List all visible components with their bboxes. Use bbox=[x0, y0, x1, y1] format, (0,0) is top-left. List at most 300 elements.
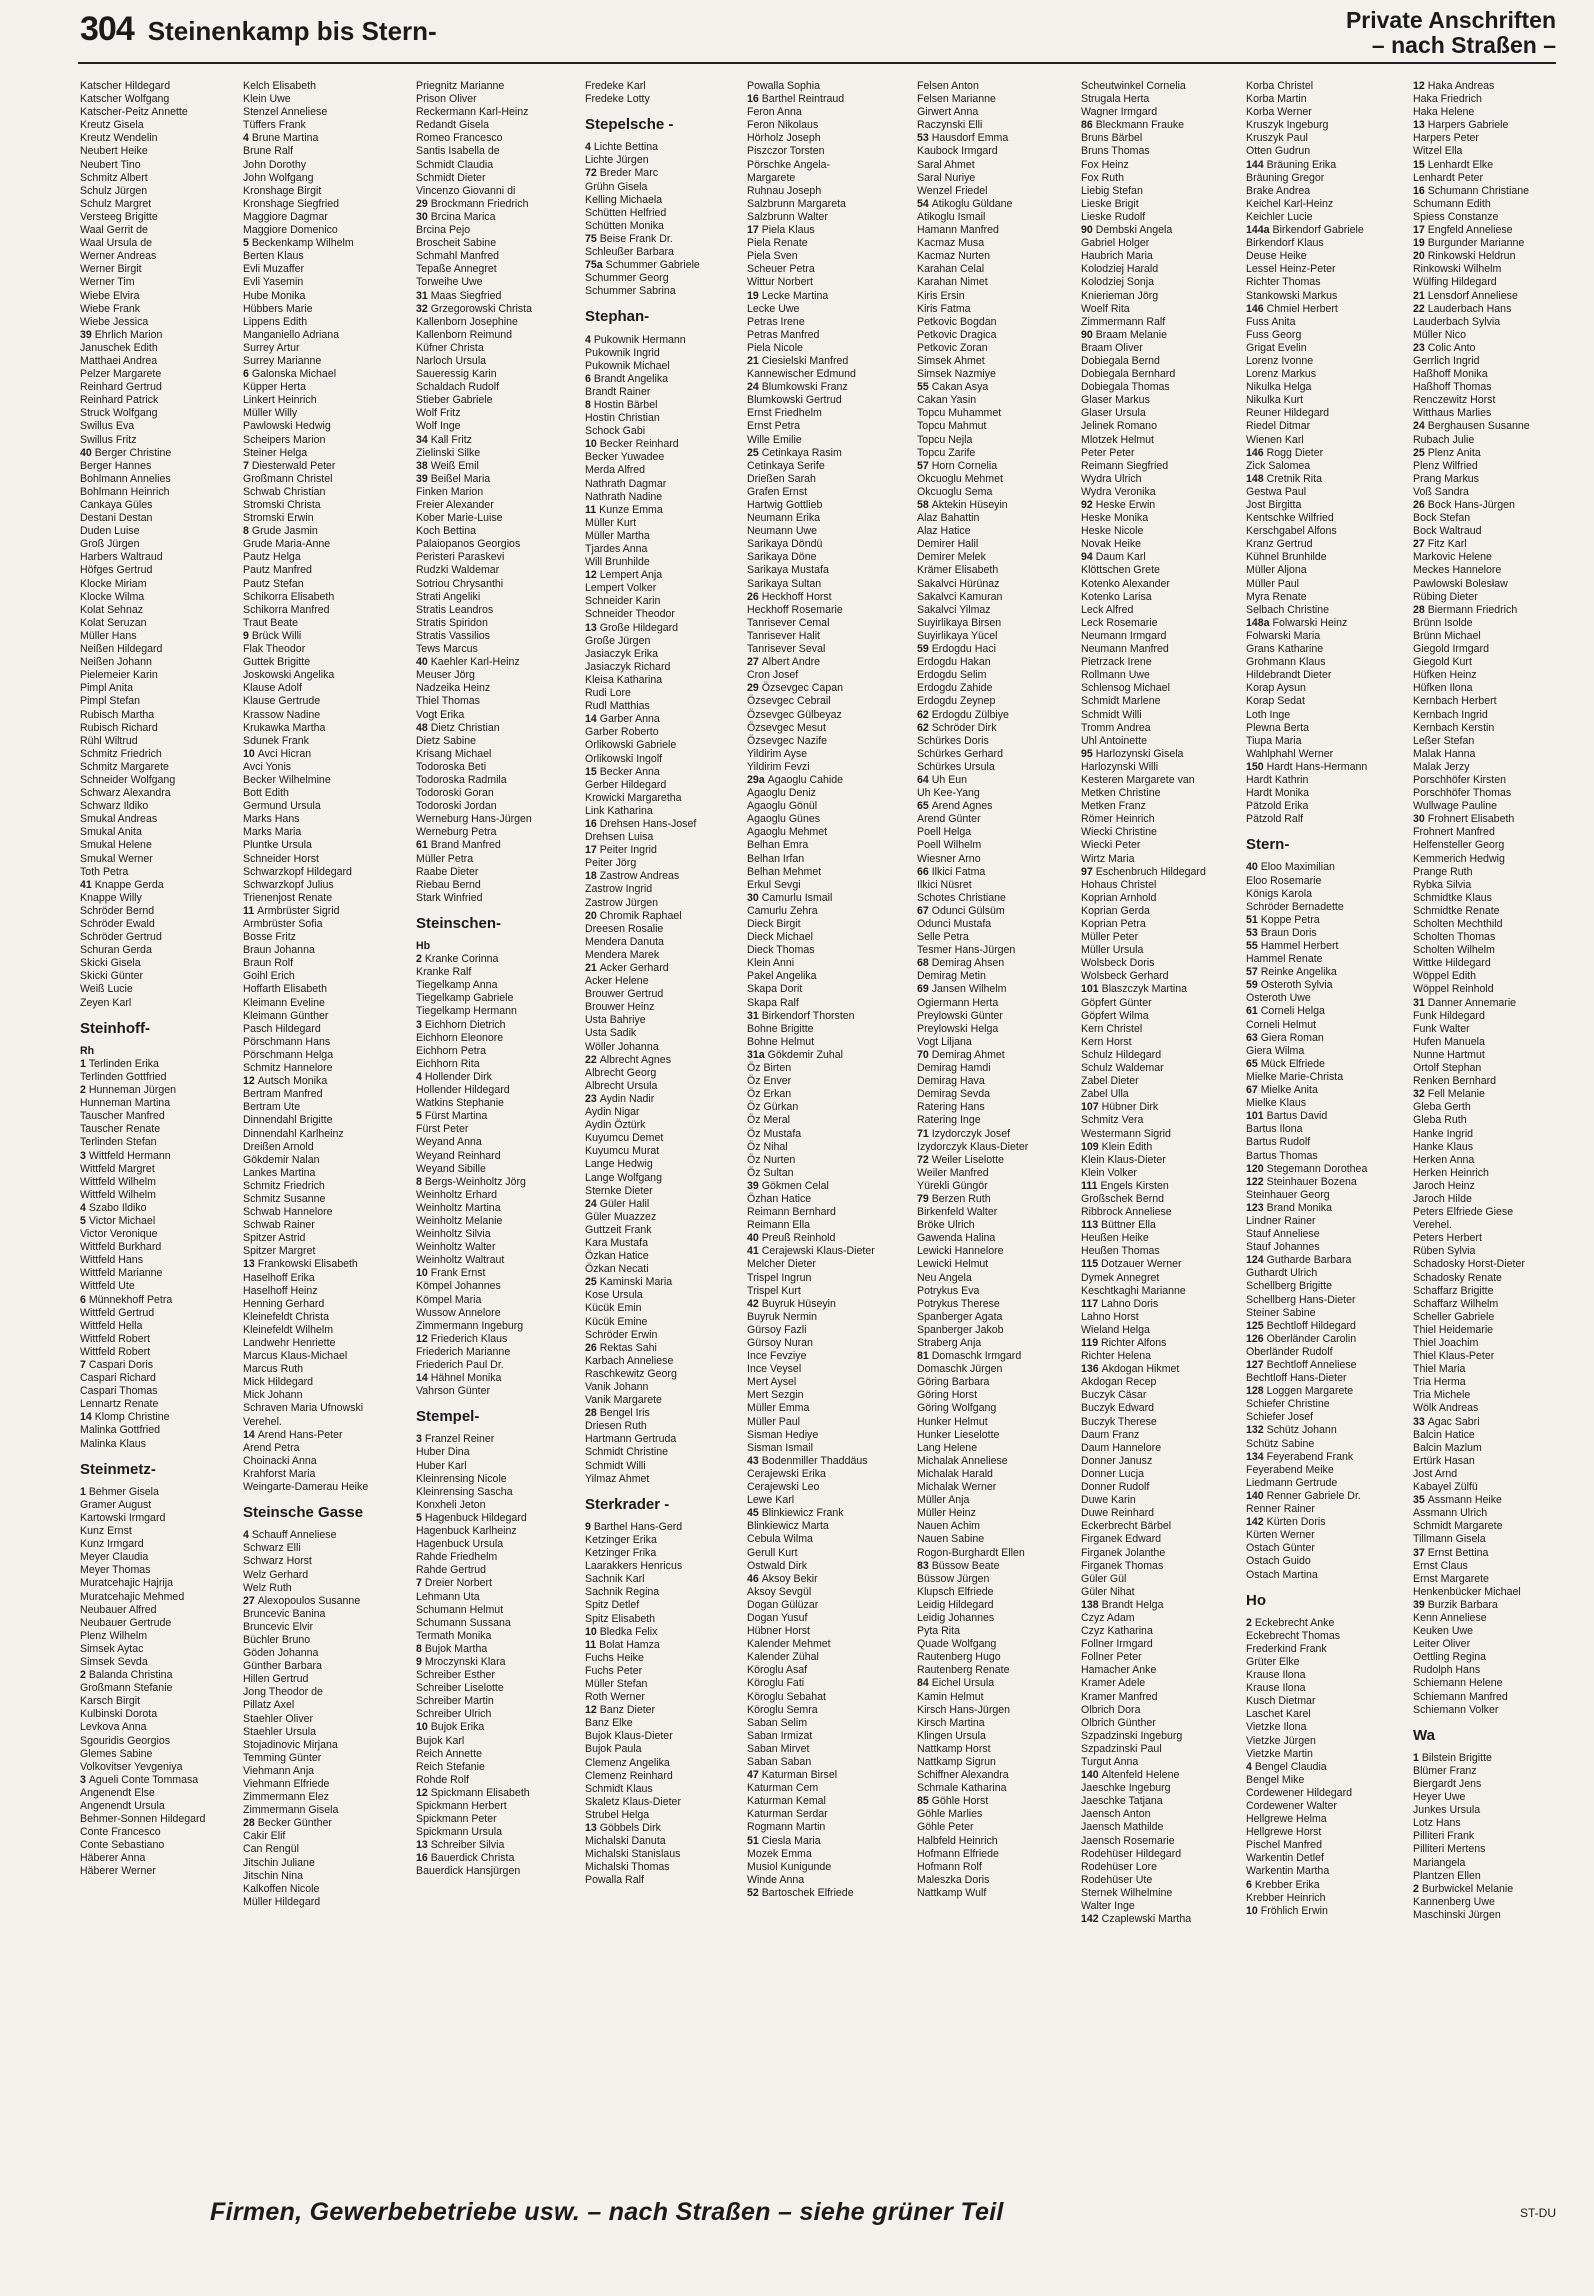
house-number: 4 bbox=[416, 1070, 425, 1083]
resident-entry: Höfges Gertrud bbox=[80, 564, 153, 577]
resident-entry: Schraven Maria Ufnowski bbox=[243, 1402, 364, 1415]
resident-entry: Hildebrandt Dieter bbox=[1246, 669, 1332, 682]
resident-entry: Katscher-Peitz Annette bbox=[80, 106, 188, 119]
resident-entry: Krebber Heinrich bbox=[1246, 1891, 1326, 1904]
resident-entry: 10 Bujok Erika bbox=[416, 1721, 485, 1734]
house-number: 26 bbox=[747, 590, 762, 603]
resident-entry: Jost Birgitta bbox=[1246, 499, 1302, 511]
resident-entry: Felsen Anton bbox=[917, 80, 979, 92]
resident-entry: Jaensch Rosemarie bbox=[1081, 1834, 1175, 1847]
resident-entry: Güler Gül bbox=[1081, 1572, 1127, 1585]
resident-entry: 13 Große Hildegard bbox=[585, 621, 679, 634]
resident-entry: 51 Koppe Petra bbox=[1246, 913, 1320, 926]
resident-entry: Ernst Claus bbox=[1413, 1559, 1468, 1572]
resident-entry: Czyz Katharina bbox=[1081, 1625, 1153, 1638]
resident-entry: Okcuoglu Sema bbox=[917, 485, 993, 498]
resident-entry: Salzbrunn Margareta bbox=[747, 197, 846, 210]
house-number: 32 bbox=[416, 302, 431, 315]
resident-entry: Özsevgec Mesut bbox=[747, 721, 826, 734]
resident-entry: 4 Hollender Dirk bbox=[416, 1070, 492, 1083]
house-number: 57 bbox=[917, 459, 932, 472]
resident-entry: 107 Hübner Dirk bbox=[1081, 1101, 1159, 1114]
resident-entry: Grüter Elke bbox=[1246, 1655, 1300, 1668]
resident-entry: Wieland Helga bbox=[1081, 1323, 1150, 1336]
house-number: 59 bbox=[1246, 979, 1261, 992]
resident-entry: 46 Aksoy Bekir bbox=[747, 1572, 818, 1585]
house-number: 66 bbox=[917, 865, 932, 878]
resident-entry: Todoroski Jordan bbox=[416, 800, 497, 813]
resident-entry: Hamann Manfred bbox=[917, 224, 999, 237]
resident-entry: Schmidt Willi bbox=[585, 1459, 646, 1472]
resident-entry: Jasiaczyk Richard bbox=[585, 660, 671, 673]
house-number: 58 bbox=[917, 499, 932, 511]
resident-entry: Alaz Hatice bbox=[917, 525, 971, 538]
resident-entry: Pätzold Erika bbox=[1246, 800, 1309, 813]
house-number: 79 bbox=[917, 1192, 932, 1205]
resident-entry: Simsek Nazmiye bbox=[917, 368, 996, 381]
resident-entry: Tria Michele bbox=[1413, 1389, 1471, 1402]
resident-entry: Can Rengül bbox=[243, 1843, 299, 1856]
resident-entry: 6 Krebber Erika bbox=[1246, 1878, 1320, 1891]
resident-entry: Zabel Ulla bbox=[1081, 1088, 1129, 1101]
resident-entry: 15 Lenhardt Elke bbox=[1413, 158, 1494, 171]
resident-entry: Duwe Reinhard bbox=[1081, 1507, 1155, 1520]
resident-entry: Cordewener Hildegard bbox=[1246, 1786, 1352, 1799]
resident-entry: Frohnert Manfred bbox=[1413, 826, 1495, 839]
resident-entry: Große Jürgen bbox=[585, 634, 651, 647]
house-number: 10 bbox=[416, 1267, 431, 1280]
resident-entry: Karahan Nimet bbox=[917, 276, 988, 289]
resident-entry: Oberländer Rudolf bbox=[1246, 1345, 1333, 1358]
resident-entry: Kaubock Irmgard bbox=[917, 145, 998, 158]
resident-entry: Pukownik Ingrid bbox=[585, 346, 660, 359]
house-number: 5 bbox=[416, 1110, 425, 1123]
resident-entry: Margarete bbox=[747, 171, 796, 184]
resident-entry: Kramer Manfred bbox=[1081, 1690, 1158, 1703]
resident-entry: Ruhnau Joseph bbox=[747, 184, 822, 197]
resident-entry: Wittfeld Robert bbox=[80, 1332, 151, 1345]
resident-entry: Schmitz Susanne bbox=[243, 1192, 326, 1205]
resident-entry: Hellgrewe Helma bbox=[1246, 1813, 1327, 1826]
resident-entry: 146 Rogg Dieter bbox=[1246, 446, 1324, 459]
resident-entry: Kürten Werner bbox=[1246, 1529, 1315, 1542]
resident-entry: Schmidt Claudia bbox=[416, 158, 494, 171]
resident-entry: Harbers Waltraud bbox=[80, 551, 163, 564]
resident-entry: Selbach Christine bbox=[1246, 603, 1330, 616]
resident-entry: Strugala Herta bbox=[1081, 93, 1150, 106]
resident-entry: Staehler Oliver bbox=[243, 1712, 314, 1725]
resident-entry: Wittur Norbert bbox=[747, 276, 813, 289]
resident-entry: Zastrow Ingrid bbox=[585, 883, 653, 896]
resident-entry: Demirag Metin bbox=[917, 970, 986, 983]
house-number: 21 bbox=[747, 354, 762, 367]
house-number: 38 bbox=[416, 459, 431, 472]
resident-entry: 53 Braun Doris bbox=[1246, 926, 1317, 939]
resident-entry: Wagner Irmgard bbox=[1081, 106, 1158, 119]
resident-entry: Özhan Hatice bbox=[747, 1192, 812, 1205]
resident-entry: Weyand Anna bbox=[416, 1136, 482, 1149]
resident-entry: Groß Jürgen bbox=[80, 538, 140, 551]
resident-entry: Göring Barbara bbox=[917, 1376, 990, 1389]
resident-entry: Roth Werner bbox=[585, 1691, 645, 1704]
resident-entry: Kuyumcu Demet bbox=[585, 1132, 664, 1145]
resident-entry: Sarikaya Döne bbox=[747, 551, 817, 564]
house-number: 9 bbox=[585, 1520, 594, 1533]
resident-entry: Kücük Emin bbox=[585, 1302, 642, 1315]
resident-entry: Weiler Manfred bbox=[917, 1166, 989, 1179]
resident-entry: Zastrow Jürgen bbox=[585, 896, 659, 909]
resident-entry: Korba Martin bbox=[1246, 93, 1307, 106]
resident-entry: Großmann Christel bbox=[243, 472, 333, 485]
resident-entry: Pielemeier Karin bbox=[80, 669, 158, 682]
district-code: Hb bbox=[416, 940, 431, 952]
resident-entry: Schütten Monika bbox=[585, 219, 664, 232]
resident-entry: Schwarz Alexandra bbox=[80, 787, 171, 800]
resident-entry: Odunci Mustafa bbox=[917, 918, 992, 930]
resident-entry: Mert Aysel bbox=[747, 1376, 797, 1389]
resident-entry: Dietz Sabine bbox=[416, 734, 477, 747]
house-number: 7 bbox=[243, 459, 252, 472]
resident-entry: 33 Agac Sabri bbox=[1413, 1415, 1480, 1428]
house-number: 61 bbox=[1246, 1005, 1261, 1018]
resident-entry: Müller Petra bbox=[416, 852, 474, 865]
resident-entry: Westermann Sigrid bbox=[1081, 1127, 1171, 1140]
house-number: 25 bbox=[585, 1276, 600, 1289]
resident-entry: Trienenjost Renate bbox=[243, 891, 333, 904]
resident-entry: Buczyk Therese bbox=[1081, 1415, 1157, 1428]
resident-entry: Preylowski Günter bbox=[917, 1009, 1003, 1022]
resident-entry: Friederich Marianne bbox=[416, 1345, 511, 1358]
resident-entry: Kulbinski Dorota bbox=[80, 1708, 158, 1721]
resident-entry: 24 Berghausen Susanne bbox=[1413, 420, 1530, 433]
resident-entry: Heske Monika bbox=[1081, 512, 1149, 525]
resident-entry: Güler Nihat bbox=[1081, 1585, 1135, 1598]
resident-entry: Powalla Ralf bbox=[585, 1874, 644, 1887]
resident-entry: 127 Bechtloff Anneliese bbox=[1246, 1359, 1357, 1371]
resident-entry: Torweihe Uwe bbox=[416, 276, 483, 289]
resident-entry: Nunne Hartmut bbox=[1413, 1048, 1485, 1061]
resident-entry: Santis Isabella de bbox=[416, 145, 500, 158]
resident-entry: Swillus Fritz bbox=[80, 433, 137, 446]
resident-entry: Kreutz Gisela bbox=[80, 119, 144, 132]
resident-entry: Scheller Gabriele bbox=[1413, 1310, 1495, 1323]
resident-entry: Schürkes Gerhard bbox=[917, 747, 1003, 760]
resident-entry: Haselhoff Erika bbox=[243, 1271, 315, 1284]
house-number: 75 bbox=[585, 232, 600, 245]
resident-entry: 2 Eckebrecht Anke bbox=[1246, 1616, 1335, 1629]
resident-entry: Bruncevic Elvir bbox=[243, 1620, 314, 1633]
resident-entry: Ratering Inge bbox=[917, 1114, 981, 1127]
resident-entry: 30 Camurlu Ismail bbox=[747, 891, 833, 904]
resident-entry: Hartmann Gertruda bbox=[585, 1433, 677, 1446]
resident-entry: Schlensog Michael bbox=[1081, 682, 1170, 695]
resident-entry: Liebig Stefan bbox=[1081, 184, 1143, 197]
resident-entry: Schummer Georg bbox=[585, 272, 669, 285]
header-rule bbox=[78, 62, 1556, 64]
resident-entry: Stromski Erwin bbox=[243, 512, 314, 525]
resident-entry: Prange Ruth bbox=[1413, 865, 1473, 878]
house-number: 18 bbox=[585, 870, 600, 883]
house-number: 3 bbox=[416, 1433, 425, 1446]
resident-entry: Müller Hans bbox=[80, 629, 137, 642]
resident-entry: Özkan Hatice bbox=[585, 1250, 649, 1263]
resident-entry: Giera Wilma bbox=[1246, 1044, 1305, 1057]
listing-column-7 bbox=[1081, 80, 1251, 2180]
resident-entry: Surrey Artur bbox=[243, 341, 300, 354]
resident-entry: Lankes Martina bbox=[243, 1166, 316, 1179]
resident-entry: Kamin Helmut bbox=[917, 1690, 984, 1703]
house-number: 68 bbox=[917, 957, 932, 970]
resident-entry: Schmitz Margarete bbox=[80, 760, 169, 773]
resident-entry: Lieske Rudolf bbox=[1081, 210, 1146, 223]
resident-entry: 140 Altenfeld Helene bbox=[1081, 1769, 1180, 1782]
resident-entry: Girwert Anna bbox=[917, 106, 979, 119]
resident-entry: Neumann Uwe bbox=[747, 525, 818, 538]
resident-entry: Buyruk Nermin bbox=[747, 1310, 818, 1323]
resident-entry: 14 Arend Hans-Peter bbox=[243, 1428, 343, 1441]
resident-entry: Kücük Emine bbox=[585, 1315, 648, 1328]
resident-entry: Heckhoff Rosemarie bbox=[747, 603, 843, 616]
resident-entry: Vincenzo Giovanni di bbox=[416, 184, 516, 197]
resident-entry: Schellberg Brigitte bbox=[1246, 1280, 1332, 1293]
resident-entry: Swillus Eva bbox=[80, 420, 135, 433]
house-number: 4 bbox=[243, 132, 252, 145]
resident-entry: Pyta Rita bbox=[917, 1625, 960, 1638]
resident-entry: 27 Fitz Karl bbox=[1413, 538, 1467, 551]
resident-entry: 144a Birkendorf Gabriele bbox=[1246, 224, 1364, 237]
resident-entry: Glaser Ursula bbox=[1081, 407, 1146, 420]
house-number: 15 bbox=[585, 765, 600, 778]
resident-entry: Osteroth Uwe bbox=[1246, 992, 1311, 1005]
resident-entry: Frederkind Frank bbox=[1246, 1642, 1327, 1655]
listing-column-9 bbox=[1413, 80, 1583, 2180]
resident-entry: Kömpel Johannes bbox=[416, 1280, 501, 1293]
resident-entry: Schütz Sabine bbox=[1246, 1437, 1315, 1450]
resident-entry: Dobiegala Bernhard bbox=[1081, 368, 1176, 381]
resident-entry: 4 Schauff Anneliese bbox=[243, 1529, 337, 1542]
resident-entry: Jaeschke Ingeburg bbox=[1081, 1782, 1171, 1795]
house-number: 17 bbox=[747, 224, 762, 237]
resident-entry: Struck Wolfgang bbox=[80, 407, 158, 420]
resident-entry: Bertram Manfred bbox=[243, 1088, 323, 1101]
resident-entry: Lippens Edith bbox=[243, 315, 308, 328]
house-number: 22 bbox=[585, 1053, 600, 1066]
resident-entry: Bock Stefan bbox=[1413, 512, 1471, 525]
resident-entry: Mick Johann bbox=[243, 1389, 303, 1402]
resident-entry: Herken Heinrich bbox=[1413, 1166, 1489, 1179]
resident-entry: 16 Drehsen Hans-Josef bbox=[585, 817, 697, 830]
resident-entry: Wittfeld Marianne bbox=[80, 1267, 163, 1280]
resident-entry: Gleba Ruth bbox=[1413, 1114, 1467, 1127]
resident-entry: Schulz Hildegard bbox=[1081, 1048, 1162, 1061]
resident-entry: Weinholtz Silvia bbox=[416, 1228, 491, 1241]
resident-entry: Prang Markus bbox=[1413, 472, 1479, 485]
resident-entry: Scholten Thomas bbox=[1413, 931, 1496, 944]
resident-entry: Rohde Rolf bbox=[416, 1773, 469, 1786]
house-number: 13 bbox=[416, 1839, 431, 1852]
resident-entry: Müller Kurt bbox=[585, 516, 637, 529]
resident-entry: 134 Feyerabend Frank bbox=[1246, 1450, 1354, 1463]
resident-entry: Potrykus Therese bbox=[917, 1297, 1000, 1310]
resident-entry: Jelinek Romano bbox=[1081, 420, 1157, 433]
house-number: 45 bbox=[747, 1507, 762, 1520]
resident-entry: Sotriou Chrysanthi bbox=[416, 577, 504, 590]
resident-entry: Demirag Sevda bbox=[917, 1088, 991, 1101]
resident-entry: Neu Angela bbox=[917, 1271, 972, 1284]
resident-entry: Blumkowski Gertrud bbox=[747, 394, 842, 407]
resident-entry: Kernbach Herbert bbox=[1413, 695, 1497, 708]
resident-entry: Avci Yonis bbox=[243, 760, 292, 773]
resident-entry: Pawlowski Bolesław bbox=[1413, 577, 1508, 590]
resident-entry: Schreiber Esther bbox=[416, 1669, 495, 1682]
resident-entry: 2 Burbwickel Melanie bbox=[1413, 1882, 1514, 1895]
resident-entry: Krukawka Martha bbox=[243, 721, 326, 734]
resident-entry: Sternke Dieter bbox=[585, 1184, 653, 1197]
resident-entry: 31 Maas Siegfried bbox=[416, 289, 502, 302]
resident-entry: Nattkamp Wulf bbox=[917, 1886, 987, 1899]
resident-entry: Hübner Horst bbox=[747, 1625, 810, 1638]
house-number: 85 bbox=[917, 1795, 932, 1808]
resident-entry: Karahan Celal bbox=[917, 263, 985, 276]
resident-entry: Ernst Petra bbox=[747, 420, 800, 433]
house-number: 4 bbox=[80, 1201, 89, 1214]
resident-entry: Nikulka Kurt bbox=[1246, 394, 1304, 407]
resident-entry: Keschtkaghi Marianne bbox=[1081, 1284, 1186, 1297]
resident-entry: Daum Hannelore bbox=[1081, 1441, 1162, 1454]
resident-entry: 12 Friederich Klaus bbox=[416, 1332, 508, 1345]
resident-entry: Schikorra Manfred bbox=[243, 603, 330, 616]
resident-entry: Orlikowski Ingolf bbox=[585, 752, 663, 765]
page-header bbox=[80, 10, 437, 49]
resident-entry: Laarakkers Henricus bbox=[585, 1560, 683, 1573]
resident-entry: Redandt Gisela bbox=[416, 119, 490, 132]
resident-entry: Jong Theodor de bbox=[243, 1686, 323, 1699]
resident-entry: Plantzen Ellen bbox=[1413, 1869, 1481, 1882]
house-number: 4 bbox=[585, 141, 594, 154]
resident-entry: Ostach Martina bbox=[1246, 1568, 1318, 1581]
resident-entry: Jitschin Nina bbox=[243, 1869, 304, 1882]
resident-entry: Wittfeld Burkhard bbox=[80, 1241, 162, 1254]
house-number: 1 bbox=[80, 1057, 89, 1070]
resident-entry: Katurman Serdar bbox=[747, 1808, 828, 1821]
resident-entry: Loth Inge bbox=[1246, 708, 1291, 721]
resident-entry: 43 Bodenmiller Thaddäus bbox=[747, 1454, 868, 1467]
house-number: 2 bbox=[80, 1084, 89, 1097]
resident-entry: Duwe Karin bbox=[1081, 1494, 1136, 1507]
resident-entry: Demirer Halil bbox=[917, 538, 979, 551]
resident-entry: 7 Diesterwald Peter bbox=[243, 459, 336, 472]
resident-entry: Bruns Thomas bbox=[1081, 145, 1150, 158]
resident-entry: Schmitz Hannelore bbox=[243, 1062, 333, 1075]
resident-entry: Reinhard Patrick bbox=[80, 394, 159, 407]
resident-entry: Rudi Lore bbox=[585, 687, 631, 700]
resident-entry: Kolodziej Harald bbox=[1081, 263, 1159, 276]
resident-entry: Reimann Ella bbox=[747, 1219, 811, 1232]
resident-entry: Rogon-Burghardt Ellen bbox=[917, 1546, 1025, 1559]
resident-entry: Schock Gabi bbox=[585, 425, 646, 438]
resident-entry: 4 Szabo Ildiko bbox=[80, 1201, 147, 1214]
resident-entry: 30 Frohnert Elisabeth bbox=[1413, 813, 1515, 826]
resident-entry: Erdogdu Zeynep bbox=[917, 695, 996, 708]
resident-entry: Fox Ruth bbox=[1081, 171, 1124, 184]
resident-entry: Surrey Marianne bbox=[243, 354, 322, 367]
resident-entry: Welz Gerhard bbox=[243, 1568, 309, 1581]
house-number: 134 bbox=[1246, 1450, 1267, 1463]
resident-entry: Gestwa Paul bbox=[1246, 485, 1307, 498]
resident-entry: Wiecki Christine bbox=[1081, 826, 1157, 839]
resident-entry: Wittfeld Wilhelm bbox=[80, 1188, 156, 1201]
resident-entry: Mendera Marek bbox=[585, 948, 660, 961]
resident-entry: Kunz Irmgard bbox=[80, 1538, 144, 1551]
resident-entry: Scheipers Marion bbox=[243, 433, 326, 446]
house-number: 11 bbox=[585, 1638, 600, 1651]
house-number: 146 bbox=[1246, 446, 1267, 459]
resident-entry: Stratis Leandros bbox=[416, 603, 494, 616]
resident-entry: Krowicki Margaretha bbox=[585, 791, 682, 804]
resident-entry: Hagenbuck Karlheinz bbox=[416, 1525, 517, 1538]
resident-entry: Piela Sven bbox=[747, 250, 798, 263]
resident-entry: 23 Colic Anto bbox=[1413, 341, 1476, 354]
resident-entry: Wöller Johanna bbox=[585, 1040, 659, 1053]
resident-entry: Steinhauer Georg bbox=[1246, 1188, 1330, 1201]
resident-entry: Thiel Joachim bbox=[1413, 1337, 1479, 1349]
house-number: 40 bbox=[416, 656, 431, 669]
resident-entry: Keichler Lucie bbox=[1246, 210, 1313, 223]
resident-entry: Simsek Aytac bbox=[80, 1642, 144, 1655]
house-number: 14 bbox=[416, 1372, 431, 1385]
resident-entry: Hillen Gertrud bbox=[243, 1673, 309, 1686]
resident-entry: Bruns Bärbel bbox=[1081, 132, 1143, 145]
resident-entry: Drießen Sarah bbox=[747, 472, 816, 485]
resident-entry: Lindner Rainer bbox=[1246, 1214, 1316, 1227]
house-number: 1 bbox=[1413, 1751, 1422, 1764]
house-number: 6 bbox=[585, 372, 594, 385]
resident-entry: Woelf Rita bbox=[1081, 302, 1130, 315]
resident-entry: Klause Gertrude bbox=[243, 695, 321, 708]
resident-entry: Neubauer Gertrude bbox=[80, 1616, 172, 1629]
resident-entry: Straberg Anja bbox=[917, 1337, 982, 1349]
resident-entry: Krause Ilona bbox=[1246, 1669, 1306, 1682]
resident-entry: 28 Biermann Friedrich bbox=[1413, 603, 1518, 616]
resident-entry: 61 Brand Manfred bbox=[416, 839, 501, 852]
resident-entry: Thiel Maria bbox=[1413, 1363, 1466, 1376]
house-number: 7 bbox=[80, 1359, 89, 1371]
resident-entry: 6 Brandt Angelika bbox=[585, 372, 669, 385]
resident-entry: Schulz Waldemar bbox=[1081, 1062, 1164, 1075]
resident-entry: Werner Andreas bbox=[80, 250, 157, 263]
resident-entry: Richter Helena bbox=[1081, 1350, 1152, 1363]
house-number: 90 bbox=[1081, 328, 1096, 341]
resident-entry: Bengel Mike bbox=[1246, 1773, 1305, 1786]
resident-entry: Zick Salomea bbox=[1246, 459, 1311, 472]
resident-entry: Feron Nikolaus bbox=[747, 119, 819, 132]
resident-entry: Tjardes Anna bbox=[585, 543, 648, 555]
resident-entry: Wolsbeck Gerhard bbox=[1081, 970, 1169, 983]
resident-entry: Ostach Guido bbox=[1246, 1555, 1311, 1568]
resident-entry: 72 Breder Marc bbox=[585, 167, 659, 180]
resident-entry: Schreiber Martin bbox=[416, 1695, 494, 1708]
resident-entry: Petras Irene bbox=[747, 315, 805, 328]
house-number: 30 bbox=[747, 891, 762, 904]
resident-entry: Zabel Dieter bbox=[1081, 1075, 1139, 1088]
resident-entry: Yildirim Ayse bbox=[747, 747, 808, 760]
resident-entry: Wydra Veronika bbox=[1081, 485, 1156, 498]
resident-entry: Schmidtke Klaus bbox=[1413, 891, 1492, 904]
house-number: 12 bbox=[243, 1075, 258, 1088]
resident-entry: Arend Petra bbox=[243, 1441, 300, 1454]
resident-entry: 13 Harpers Gabriele bbox=[1413, 119, 1509, 132]
resident-entry: 30 Brcina Marica bbox=[416, 210, 496, 223]
